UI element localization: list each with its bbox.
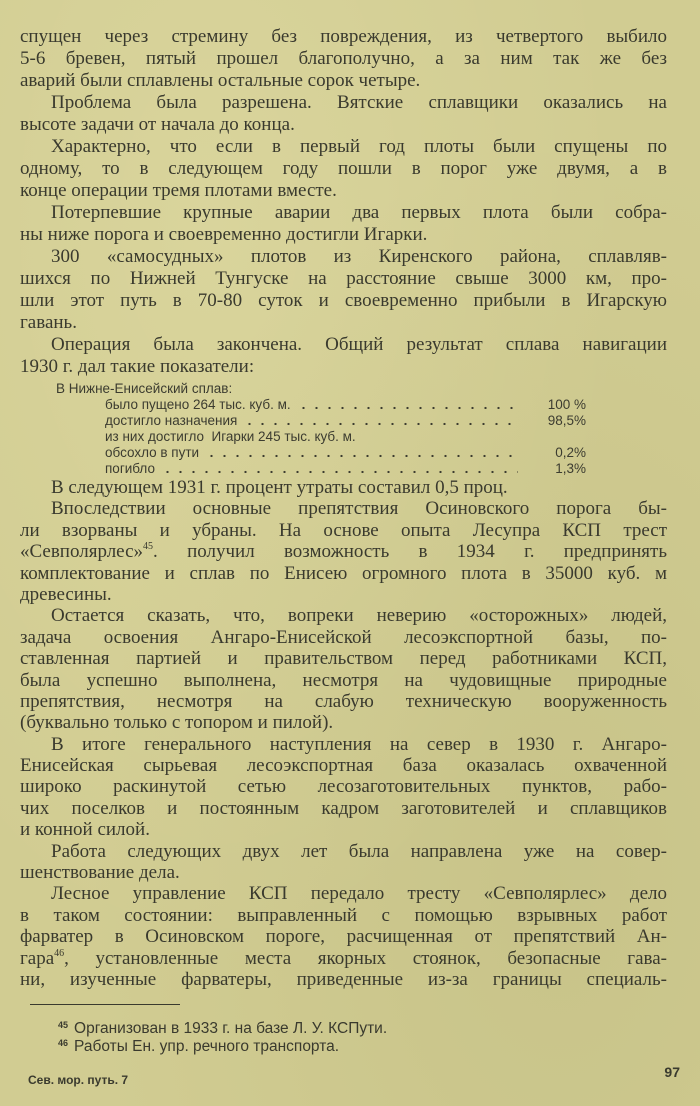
text-line: в таком состоянии: выправленный с помощью взрывных работ xyxy=(20,904,667,926)
text-line: 5-6 бревен, пятый прошел благополучно, а за ним так же без xyxy=(20,48,667,69)
text-line: гавань. xyxy=(20,312,77,333)
footnote-divider xyxy=(30,1004,180,1005)
text-line: препятствия, несмотря на слабую техническую вооруженность xyxy=(20,690,667,712)
text-line: задача освоения Ангаро-Енисейской лесоэкспортной базы, по- xyxy=(20,626,667,648)
dot-leader xyxy=(243,415,518,425)
text-line: аварий были сплавлены остальные сорок четыре. xyxy=(20,70,421,91)
page-number: 97 xyxy=(664,1064,680,1080)
dot-leader xyxy=(297,399,518,409)
footnote-ref[interactable]: 45 xyxy=(143,541,154,553)
row-label: было пущено 264 тыс. куб. м. xyxy=(105,397,291,412)
text-line: шенствование дела. xyxy=(20,862,180,884)
footnote-ref[interactable]: 46 xyxy=(54,947,65,959)
text-line: 300 «самосудных» плотов из Киренского района, сплавляв- xyxy=(51,246,667,267)
text-line: Проблема была разрешена. Вятские сплавщики оказались на xyxy=(51,92,667,113)
text-line: Потерпевшие крупные аварии два первых плота были собра- xyxy=(51,202,667,223)
text-line: В итоге генерального наступления на север в 1930 г. Ангаро- xyxy=(51,733,667,755)
row-label: из них достигло Игарки 245 тыс. куб. м. xyxy=(105,429,356,444)
table-row xyxy=(56,445,586,461)
text-line: шихся по Нижней Тунгуске на расстояние свыше 3000 км, про- xyxy=(20,268,667,289)
dot-leader xyxy=(205,447,518,457)
rafting-results-table xyxy=(56,380,586,477)
text-line: фарватер в Осиновском пороге, расчищенная от препятствий Ан- xyxy=(20,926,667,948)
footnote xyxy=(58,1020,387,1038)
text-line: ставленная партией и правительством перед работниками КСП, xyxy=(20,648,667,670)
row-value: 100 % xyxy=(547,397,586,412)
text-line: ны ниже порога и своевременно достигли Игарки. xyxy=(20,224,428,245)
text-line: ли взорваны и убраны. На основе опыта Лесупра КСП трест xyxy=(20,519,667,541)
text-line: Впоследствии основные препятствия Осиновского порога бы- xyxy=(51,498,667,520)
table-row xyxy=(56,429,586,445)
row-value: 98,5% xyxy=(547,413,586,428)
table-row xyxy=(56,461,586,477)
footnote-text: Организован в 1933 г. на базе Л. У. КСПути. xyxy=(74,1020,388,1037)
text-line: и конной силой. xyxy=(20,819,150,841)
text-line: комплектование и сплав по Енисею огромного плота в 35000 куб. м xyxy=(20,562,667,584)
signature-mark: Сев. мор. путь. 7 xyxy=(28,1073,129,1087)
text-line: Лесное управление КСП передало тресту «Севполярлес» дело xyxy=(51,883,667,905)
text-line: Енисейская сырьевая лесоэкспортная база оказалась охваченной xyxy=(20,755,667,777)
footnote xyxy=(58,1038,339,1056)
body-text-upper xyxy=(20,26,667,378)
text-fragment: «Севполярлес» xyxy=(20,541,144,563)
text-fragment: , установленные места якорных стоянок, безопасные гава- xyxy=(64,947,667,969)
text-line: Работа следующих двух лет была направлена уже на совер- xyxy=(51,840,667,862)
text-line xyxy=(20,948,667,969)
text-fragment: . получил возможность в 1934 г. предпринять xyxy=(153,541,667,563)
text-line: была успешно выполнена, несмотря на чудовищные природные xyxy=(20,669,667,691)
dot-leader xyxy=(161,463,518,473)
footnote-mark: 46 xyxy=(58,1038,69,1048)
text-line: (буквально только с топором и пилой). xyxy=(20,712,334,734)
table-row xyxy=(56,397,586,413)
text-line: древесины. xyxy=(20,583,112,605)
text-line: ни, изученные фарватеры, приведенные из-за границы специаль- xyxy=(20,968,667,990)
table-heading: В Нижне-Енисейский сплав: xyxy=(56,381,233,396)
row-value: 0,2% xyxy=(555,445,586,460)
footnote-mark: 45 xyxy=(58,1020,69,1030)
text-line: чих поселков и постоянным кадром заготовителей и сплавщиков xyxy=(20,797,667,819)
text-line: 1930 г. дал такие показатели: xyxy=(20,356,255,377)
text-line: высоте задачи от начала до конца. xyxy=(20,114,295,135)
text-line: Операция была закончена. Общий результат сплава навигации xyxy=(51,334,667,355)
row-label: обсохло в пути xyxy=(105,445,200,460)
text-line: широко раскинутой сетью лесозаготовительных пунктов, рабо- xyxy=(20,776,667,798)
text-line: одному, то в следующем году пошли в порог уже двумя, а в xyxy=(20,158,667,179)
row-label: достигло назначения xyxy=(105,413,238,428)
text-line: Характерно, что если в первый год плоты были спущены по xyxy=(51,136,667,157)
text-line: В следующем 1931 г. процент утраты составил 0,5 проц. xyxy=(51,477,508,498)
text-line: спущен через стремину без повреждения, из четвертого выбило xyxy=(20,26,667,47)
text-fragment: гара xyxy=(20,947,55,969)
table-row xyxy=(56,413,586,429)
row-label: погибло xyxy=(105,461,155,476)
body-text-lower xyxy=(20,477,667,990)
footnote-text: Работы Ен. упр. речного транспорта. xyxy=(74,1038,340,1055)
text-line: Остается сказать, что, вопреки неверию «осторожных» людей, xyxy=(51,605,667,627)
text-line: шли этот путь в 70-80 суток и своевременно прибыли в Игарскую xyxy=(20,290,667,311)
text-line xyxy=(20,541,667,562)
text-line: конце операции тремя плотами вместе. xyxy=(20,180,337,201)
row-value: 1,3% xyxy=(555,461,586,476)
